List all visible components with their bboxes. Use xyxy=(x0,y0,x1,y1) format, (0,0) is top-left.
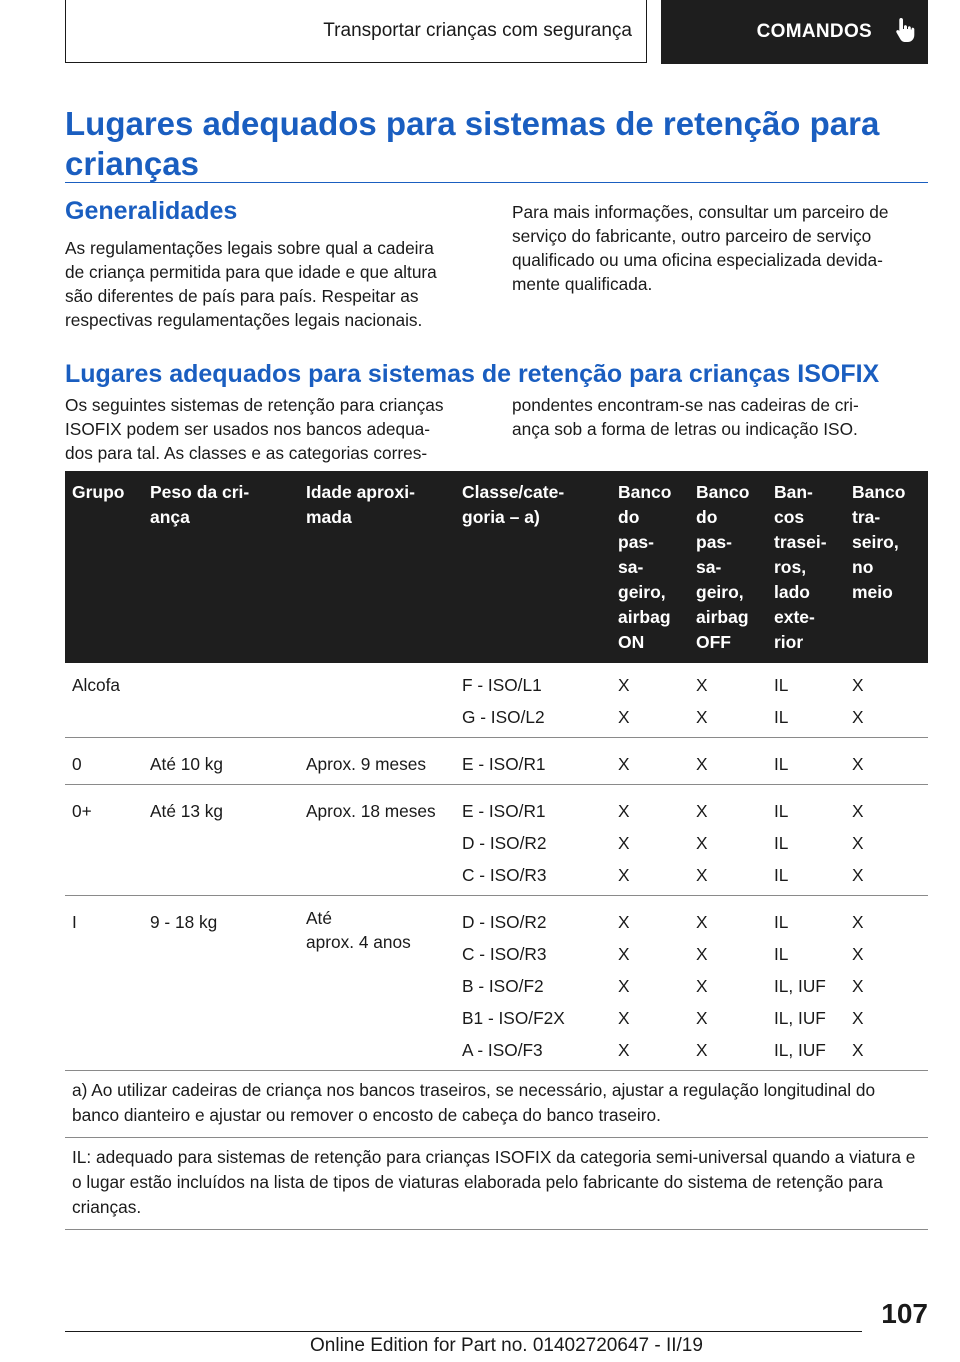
class-value: D - ISO/R2 xyxy=(462,912,547,932)
value: X xyxy=(618,833,630,853)
value: X xyxy=(852,833,864,853)
value: IL, IUF xyxy=(774,1008,826,1028)
value: X xyxy=(618,801,630,821)
cell-passenger-off xyxy=(689,738,767,785)
header-age: Idade aproxi- mada xyxy=(299,471,455,663)
class-value: A - ISO/F3 xyxy=(462,1040,543,1060)
cell-passenger-off xyxy=(689,896,767,1071)
cell-passenger-off xyxy=(689,663,767,738)
cell-class xyxy=(455,785,611,896)
cell-rear-side xyxy=(767,663,845,738)
header-rear-side: Ban- cos trasei- ros, lado exte- rior xyxy=(767,471,845,663)
value: X xyxy=(852,801,864,821)
table-row xyxy=(65,738,928,785)
class-value: G - ISO/L2 xyxy=(462,707,545,727)
cell-rear-middle xyxy=(845,896,928,1071)
value: IL xyxy=(774,944,789,964)
class-value: C - ISO/R3 xyxy=(462,944,547,964)
header-passenger-on: Banco do pas- sa- geiro, airbag ON xyxy=(611,471,689,663)
page-title: Lugares adequados para sistemas de retenção para crianças xyxy=(65,105,880,182)
section-title: Transportar crianças com segurança xyxy=(323,20,632,41)
value: X xyxy=(618,976,630,996)
cell-class xyxy=(455,738,611,785)
cell-group: I xyxy=(65,896,143,1071)
table-note-row xyxy=(65,1071,928,1138)
value: X xyxy=(618,865,630,885)
cell-age: Aprox. 18 meses xyxy=(299,785,455,896)
cell-weight: Até 10 kg xyxy=(143,738,299,785)
value: IL, IUF xyxy=(774,976,826,996)
value: X xyxy=(696,865,708,885)
cell-class xyxy=(455,663,611,738)
value: IL xyxy=(774,675,789,695)
value: X xyxy=(852,1008,864,1028)
cell-rear-side xyxy=(767,738,845,785)
class-value: E - ISO/R1 xyxy=(462,801,546,821)
cell-passenger-on xyxy=(611,896,689,1071)
value: X xyxy=(696,976,708,996)
value: X xyxy=(618,675,630,695)
value: X xyxy=(852,944,864,964)
class-value: B1 - ISO/F2X xyxy=(462,1008,565,1028)
isofix-table xyxy=(65,471,928,1230)
cell-group: 0 xyxy=(65,738,143,785)
value: IL xyxy=(774,865,789,885)
cell-rear-side xyxy=(767,785,845,896)
cell-age xyxy=(299,663,455,738)
title-rule xyxy=(65,182,928,183)
value: IL xyxy=(774,912,789,932)
chapter-tab xyxy=(661,0,928,64)
value: IL xyxy=(774,801,789,821)
value: IL, IUF xyxy=(774,1040,826,1060)
value: X xyxy=(852,707,864,727)
table-header-row xyxy=(65,471,928,663)
class-value: D - ISO/R2 xyxy=(462,833,547,853)
class-value: F - ISO/L1 xyxy=(462,675,542,695)
heading-isofix: Lugares adequados para sistemas de retenção para crianças ISOFIX xyxy=(65,360,880,388)
cell-passenger-on xyxy=(611,738,689,785)
value: X xyxy=(618,944,630,964)
cell-class xyxy=(455,896,611,1071)
cell-weight: Até 13 kg xyxy=(143,785,299,896)
value: X xyxy=(618,912,630,932)
header-weight: Peso da cri- ança xyxy=(143,471,299,663)
class-value: C - ISO/R3 xyxy=(462,865,547,885)
value: X xyxy=(696,912,708,932)
page-number: 107 xyxy=(881,1298,928,1329)
chapter-title: COMANDOS xyxy=(756,21,872,42)
hand-pointer-icon xyxy=(894,16,918,49)
value: X xyxy=(618,754,630,774)
value: X xyxy=(618,1040,630,1060)
value: X xyxy=(696,1008,708,1028)
cell-passenger-on xyxy=(611,785,689,896)
table-note-row xyxy=(65,1138,928,1230)
heading-general: Generalidades xyxy=(65,197,238,225)
value: X xyxy=(696,801,708,821)
value: X xyxy=(852,976,864,996)
section-tab xyxy=(65,0,647,63)
value: X xyxy=(696,675,708,695)
cell-age: Até aprox. 4 anos xyxy=(299,896,455,1071)
cell-group: 0+ xyxy=(65,785,143,896)
value: X xyxy=(696,944,708,964)
table-row xyxy=(65,896,928,1071)
class-value: B - ISO/F2 xyxy=(462,976,544,996)
cell-rear-side xyxy=(767,896,845,1071)
value: IL xyxy=(774,754,789,774)
footer-edition: Online Edition for Part no. 01402720647 - II/19 xyxy=(310,1335,703,1356)
value: X xyxy=(852,865,864,885)
table-note: IL: adequado para sistemas de retenção para crianças ISOFIX da categoria semi-universal quando a viatura e o lugar estão incluídos na lista de tipos de viaturas elaborada pelo fabricante do sistema de retenção para crianças. xyxy=(65,1138,928,1230)
header-passenger-off: Banco do pas- sa- geiro, airbag OFF xyxy=(689,471,767,663)
header-group: Grupo xyxy=(65,471,143,663)
value: X xyxy=(852,912,864,932)
value: X xyxy=(852,754,864,774)
header-rear-middle: Banco tra- seiro, no meio xyxy=(845,471,928,663)
cell-passenger-off xyxy=(689,785,767,896)
footer-rule xyxy=(65,1331,862,1332)
value: X xyxy=(618,707,630,727)
cell-passenger-on xyxy=(611,663,689,738)
general-text-left: As regulamentações legais sobre qual a cadeira de criança permitida para que idade e que altura são diferentes de país para país. Respeitar as respectivas regulamentações legais nacionais. xyxy=(65,238,437,330)
cell-weight xyxy=(143,663,299,738)
table-row xyxy=(65,785,928,896)
value: X xyxy=(852,1040,864,1060)
general-text-right: Para mais informações, consultar um parceiro de serviço do fabricante, outro parceiro de serviço qualificado ou uma oficina especializada devida- mente qualificada. xyxy=(512,202,889,294)
value: X xyxy=(696,754,708,774)
isofix-text-left: Os seguintes sistemas de retenção para crianças ISOFIX podem ser usados nos bancos adequa- dos para tal. As classes e as categorias corres- xyxy=(65,395,444,463)
cell-rear-middle xyxy=(845,785,928,896)
cell-rear-middle xyxy=(845,663,928,738)
value: IL xyxy=(774,833,789,853)
value: X xyxy=(696,833,708,853)
isofix-text-right: pondentes encontram-se nas cadeiras de cri- ança sob a forma de letras ou indicação ISO. xyxy=(512,395,859,439)
value: X xyxy=(696,1040,708,1060)
value: X xyxy=(696,707,708,727)
cell-age: Aprox. 9 meses xyxy=(299,738,455,785)
class-value: E - ISO/R1 xyxy=(462,754,546,774)
header-class: Classe/cate- goria – a) xyxy=(455,471,611,663)
cell-group: Alcofa xyxy=(65,663,143,738)
value: IL xyxy=(774,707,789,727)
cell-weight: 9 - 18 kg xyxy=(143,896,299,1071)
table-note: a) Ao utilizar cadeiras de criança nos bancos traseiros, se necessário, ajustar a regulação longitudinal do banco dianteiro e ajustar ou remover o encosto de cabeça do banco traseiro. xyxy=(65,1071,928,1138)
page-header xyxy=(65,0,928,64)
cell-rear-middle xyxy=(845,738,928,785)
value: X xyxy=(618,1008,630,1028)
value: X xyxy=(852,675,864,695)
table-row xyxy=(65,663,928,738)
